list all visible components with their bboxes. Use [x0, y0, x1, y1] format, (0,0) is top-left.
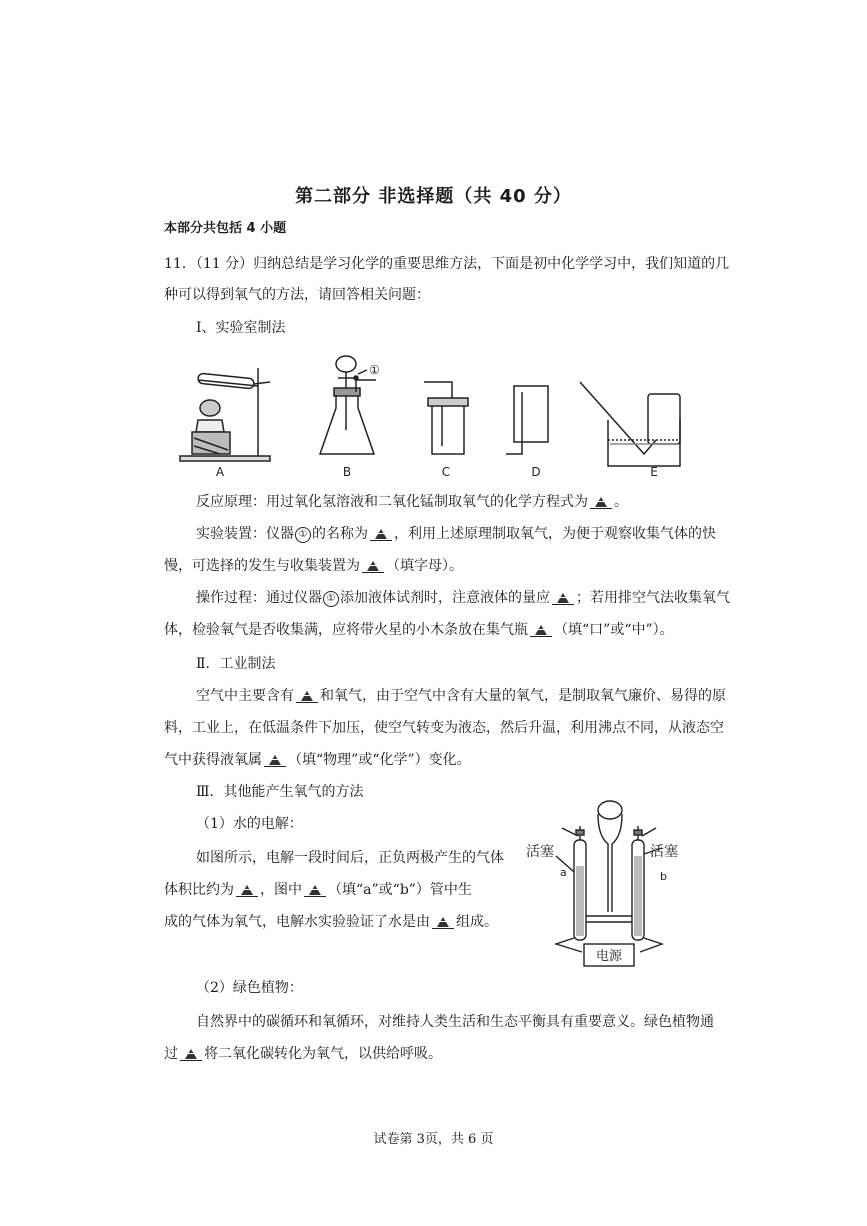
- electrolysis-diagram: [522, 796, 712, 972]
- electrolysis-heading: （1）水的电解：: [196, 816, 303, 832]
- answer-blank-liquid-amount[interactable]: [552, 588, 574, 605]
- page-footer: 试卷第 3页，共 6 页: [373, 1132, 494, 1147]
- diagram-tube-b-label: b: [660, 870, 667, 883]
- apparatus-c-diagram: [424, 382, 468, 454]
- part-subtitle: 本部分共包括 4 小题: [164, 221, 287, 236]
- principle-end: 。: [614, 494, 628, 510]
- answer-blank-change-type[interactable]: [264, 750, 286, 767]
- electrolysis-text-c: ，图中: [260, 882, 302, 898]
- plants-heading: （2）绿色植物：: [196, 980, 303, 996]
- device-text-b: 的名称为: [312, 526, 368, 542]
- apparatus-label-c: C: [441, 465, 451, 479]
- industrial-line-1: [196, 686, 726, 706]
- operation-text-a: 操作过程：通过仪器: [196, 590, 322, 606]
- operation-line-1: [196, 588, 730, 608]
- electrolysis-line-1: 如图所示，电解一段时间后，正负两极产生的气体: [196, 850, 504, 866]
- diagram-stopcock-left-label: 活塞: [526, 844, 554, 860]
- device-text-d: 慢，可选择的发生与收集装置为: [164, 558, 360, 574]
- operation-line-2: [164, 620, 674, 640]
- device-text-a: 实验装置：仪器: [196, 526, 294, 542]
- industrial-text-a: 空气中主要含有: [196, 688, 294, 704]
- plants-line-1: 自然界中的碳循环和氧循环，对维持人类生活和生态平衡具有重要意义。绿色植物通: [196, 1014, 714, 1030]
- electrolysis-line-2: [164, 880, 472, 900]
- industrial-text-e: （填“物理”或“化学”）变化。: [288, 752, 471, 768]
- apparatus-figure: [170, 350, 690, 480]
- apparatus-label-b: B: [342, 465, 352, 479]
- apparatus-b-diagram: [320, 356, 376, 454]
- answer-blank-equation[interactable]: [590, 492, 612, 509]
- device-line-2: [164, 556, 463, 576]
- industrial-text-b: 和氧气，由于空气中含有大量的氧气，是制取氧气廉价、易得的原: [320, 688, 726, 704]
- principle-text: 反应原理：用过氧化氢溶液和二氧化锰制取氧气的化学方程式为: [196, 494, 588, 510]
- operation-text-e: （填“口”或“中”）。: [554, 622, 674, 638]
- electrolysis-line-3: [164, 912, 498, 932]
- device-text-e: （填字母）。: [386, 558, 463, 574]
- section-lab-heading: Ⅰ、实验室制法: [196, 320, 286, 336]
- apparatus-a-diagram: [180, 368, 270, 461]
- device-text-c: ，利用上述原理制取氧气，为便于观察收集气体的快: [394, 526, 716, 542]
- electrolysis-text-f: 组成。: [456, 914, 498, 930]
- operation-text-c: ；若用排空气法收集氧气: [576, 590, 730, 606]
- question-intro-line-2: 种可以得到氧气的方法，请回答相关问题：: [164, 287, 430, 303]
- section-industrial-heading: Ⅱ．工业制法: [196, 656, 276, 672]
- apparatus-d-diagram: [506, 386, 548, 454]
- part-title: 第二部分 非选择题（共 40 分）: [295, 186, 572, 207]
- apparatus-label-d: D: [531, 465, 541, 479]
- electrolysis-text-e: 成的气体为氧气，电解水实验验证了水是由: [164, 914, 430, 930]
- answer-blank-tube[interactable]: [304, 880, 326, 897]
- industrial-line-3: [164, 750, 471, 770]
- diagram-power-label: 电源: [595, 949, 623, 964]
- apparatus-label-e: E: [650, 465, 658, 479]
- plants-text-b: 过: [164, 1046, 178, 1062]
- diagram-tube-a-label: a: [560, 866, 567, 879]
- device-line-1: [196, 524, 716, 544]
- diagram-stopcock-right-label: 活塞: [650, 844, 678, 860]
- apparatus-e-diagram: [580, 382, 680, 466]
- section-other-heading: Ⅲ．其他能产生氧气的方法: [196, 784, 364, 800]
- answer-blank-air-component[interactable]: [296, 686, 318, 703]
- principle-line: [196, 492, 628, 512]
- industrial-text-d: 气中获得液氧属: [164, 752, 262, 768]
- answer-blank-volume-ratio[interactable]: [236, 880, 258, 897]
- electrolysis-text-b: 体积比约为: [164, 882, 234, 898]
- answer-blank-photosynthesis[interactable]: [180, 1044, 202, 1061]
- operation-text-b: 添加液体试剂时，注意液体的量应: [340, 590, 550, 606]
- answer-blank-instrument-name[interactable]: [370, 524, 392, 541]
- apparatus-marker-1: ①: [369, 363, 380, 377]
- industrial-line-2: 料，工业上，在低温条件下加压，使空气转变为液态，然后升温，利用沸点不同，从液态空: [164, 720, 724, 736]
- instrument-marker-2: ①: [323, 591, 339, 607]
- plants-text-c: 将二氧化碳转化为氧气，以供给呼吸。: [204, 1046, 442, 1062]
- instrument-marker: ①: [295, 527, 311, 543]
- apparatus-label-a: A: [215, 465, 225, 479]
- answer-blank-bottle-position[interactable]: [530, 620, 552, 637]
- electrolysis-text-d: （填“a”或“b”）管中生: [328, 882, 472, 898]
- answer-blank-apparatus-choice[interactable]: [362, 556, 384, 573]
- answer-blank-composition[interactable]: [432, 912, 454, 929]
- plants-line-2: [164, 1044, 442, 1064]
- question-intro-line-1: 11．（11 分）归纳总结是学习化学的重要思维方法，下面是初中化学学习中，我们知道的几: [164, 256, 730, 272]
- operation-text-d: 体，检验氧气是否收集满，应将带火星的小木条放在集气瓶: [164, 622, 528, 638]
